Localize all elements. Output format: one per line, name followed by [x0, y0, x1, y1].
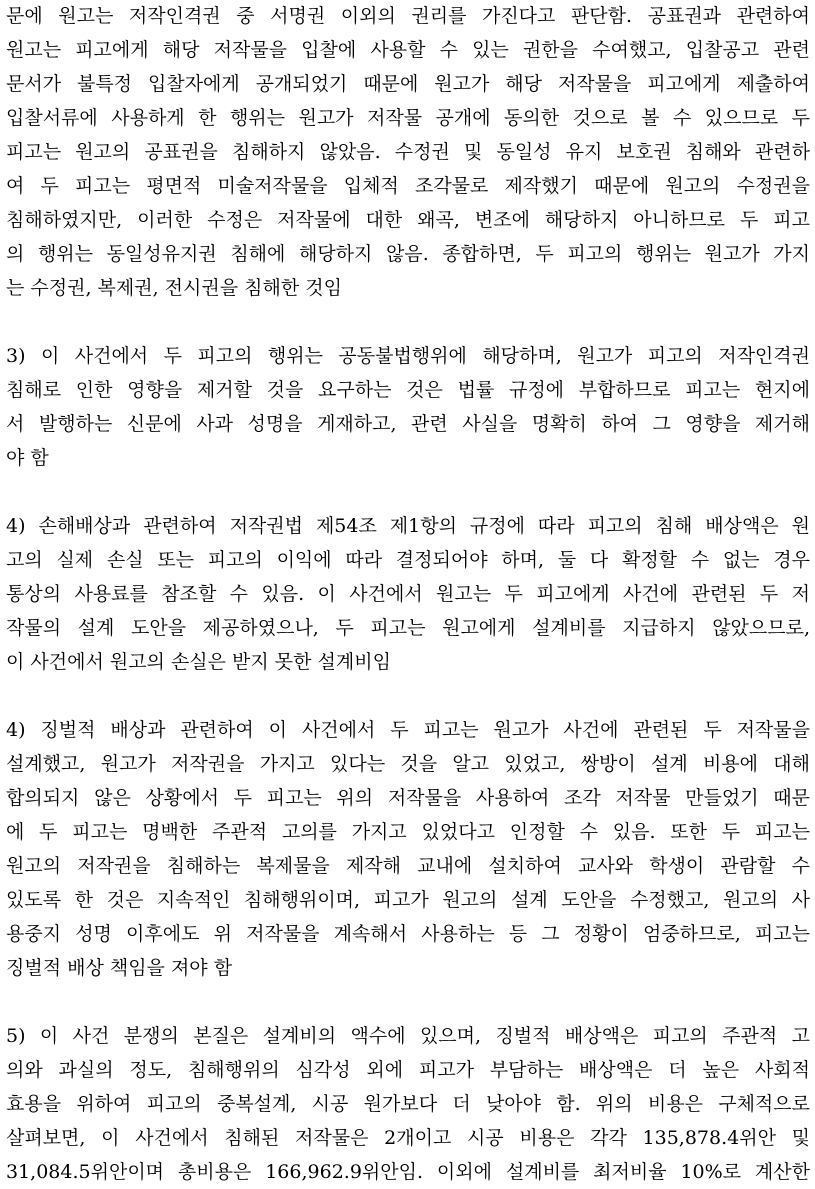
text-line: 있도록 한 것은 지속적인 침해행위이며, 피고가 원고의 설계 도안을 수정했고, 원고의 사 [6, 889, 810, 911]
paragraph-rights-judgment [6, 0, 810, 305]
text-line: 침해하였지만, 이러한 수정은 저작물에 대한 왜곡, 변조에 해당하지 아니하므로 두 피고 [6, 209, 810, 231]
text-line: 의 행위는 동일성유지권 침해에 해당하지 않음. 종합하면, 두 피고의 행위는 원고가 가지 [6, 243, 810, 265]
paragraph-item-4-punitive-damages [6, 713, 810, 985]
text-line: 문서가 불특정 입찰자에게 공개되었기 때문에 원고가 해당 저작물을 피고에게 제출하여 [6, 73, 810, 95]
text-line: 징벌적 배상 책임을 져야 함 [6, 957, 233, 979]
text-line: 는 수정권, 복제권, 전시권을 침해한 것임 [6, 277, 342, 299]
text-line: 3) 이 사건에서 두 피고의 행위는 공동불법행위에 해당하며, 원고가 피고의 저작인격권 [6, 345, 810, 367]
paragraph-item-4-damages [6, 509, 810, 679]
text-line: 문에 원고는 저작인격권 중 서명권 이외의 권리를 가진다고 판단함. 공표권과 관련하여 [6, 5, 810, 27]
text-line: 4) 손해배상과 관련하여 저작권법 제54조 제1항의 규정에 따라 피고의 침해 배상액은 원 [6, 515, 810, 537]
text-line: 야 함 [6, 447, 49, 469]
text-line: 설계했고, 원고가 저작권을 가지고 있다는 것을 알고 있었고, 쌍방이 설계 비용에 대해 [6, 753, 810, 775]
text-line: 입찰서류에 사용하게 한 행위는 원고가 저작물 공개에 동의한 것으로 볼 수 있으므로 두 [6, 107, 810, 129]
text-line: 피고는 원고의 공표권을 침해하지 않았음. 수정권 및 동일성 유지 보호권 침해와 관련하 [6, 141, 810, 163]
text-line: 의와 과실의 정도, 침해행위의 심각성 외에 피고가 부담하는 배상액은 더 높은 사회적 [6, 1059, 810, 1081]
text-line: 작물의 설계 도안을 제공하였으나, 두 피고는 원고에게 설계비를 지급하지 않았으므로, [6, 617, 810, 639]
text-line: 이 사건에서 원고의 손실은 받지 못한 설계비임 [6, 651, 391, 673]
text-line: 합의되지 않은 상황에서 두 피고는 위의 저작물을 사용하여 조각 저작물 만들었기 때문 [6, 787, 810, 809]
text-line: 서 발행하는 신문에 사과 성명을 게재하고, 관련 사실을 명확히 하여 그 영향을 제거해 [6, 413, 810, 435]
text-line: 4) 징벌적 배상과 관련하여 이 사건에서 두 피고는 원고가 사건에 관련된 두 저작물을 [6, 719, 810, 741]
text-line: 원고는 피고에게 해당 저작물을 입찰에 사용할 수 있는 권한을 수여했고, 입찰공고 관련 [6, 39, 810, 61]
text-line: 여 두 피고는 평면적 미술저작물을 입체적 조각물로 제작했기 때문에 원고의 수정권을 [6, 175, 810, 197]
text-line: 원고의 저작권을 침해하는 복제물을 제작해 교내에 설치하여 교사와 학생이 관람할 수 [6, 855, 810, 877]
text-line: 고의 실제 손실 또는 피고의 이익에 따라 결정되어야 하며, 둘 다 확정할 수 없는 경우 [6, 549, 810, 571]
text-line: 5) 이 사건 분쟁의 본질은 설계비의 액수에 있으며, 징벌적 배상액은 피고의 주관적 고 [6, 1025, 810, 1047]
document-page [6, 0, 810, 1189]
text-line: 효용을 위하여 피고의 중복설계, 시공 원가보다 더 낮아야 함. 위의 비용은 구체적으로 [6, 1093, 810, 1115]
text-line: 31,084.5위안이며 총비용은 166,962.9위안임. 이외에 설계비를 최저비율 10%로 계산한 [6, 1161, 810, 1183]
text-line: 용중지 성명 이후에도 위 저작물을 계속해서 사용하는 등 그 정황이 엄중하므로, 피고는 [6, 923, 810, 945]
text-line: 살펴보면, 이 사건에서 침해된 저작물은 2개이고 시공 비용은 각각 135,878.4위안 및 [6, 1127, 810, 1149]
paragraph-item-5-dispute-essence [6, 1019, 810, 1189]
paragraph-item-3-joint-tort [6, 339, 810, 475]
text-line: 에 두 피고는 명백한 주관적 고의를 가지고 있었다고 인정할 수 있음. 또한 두 피고는 [6, 821, 810, 843]
text-line: 통상의 사용료를 참조할 수 있음. 이 사건에서 원고는 두 피고에게 사건에 관련된 두 저 [6, 583, 810, 605]
text-line: 침해로 인한 영향을 제거할 것을 요구하는 것은 법률 규정에 부합하므로 피고는 현지에 [6, 379, 810, 401]
